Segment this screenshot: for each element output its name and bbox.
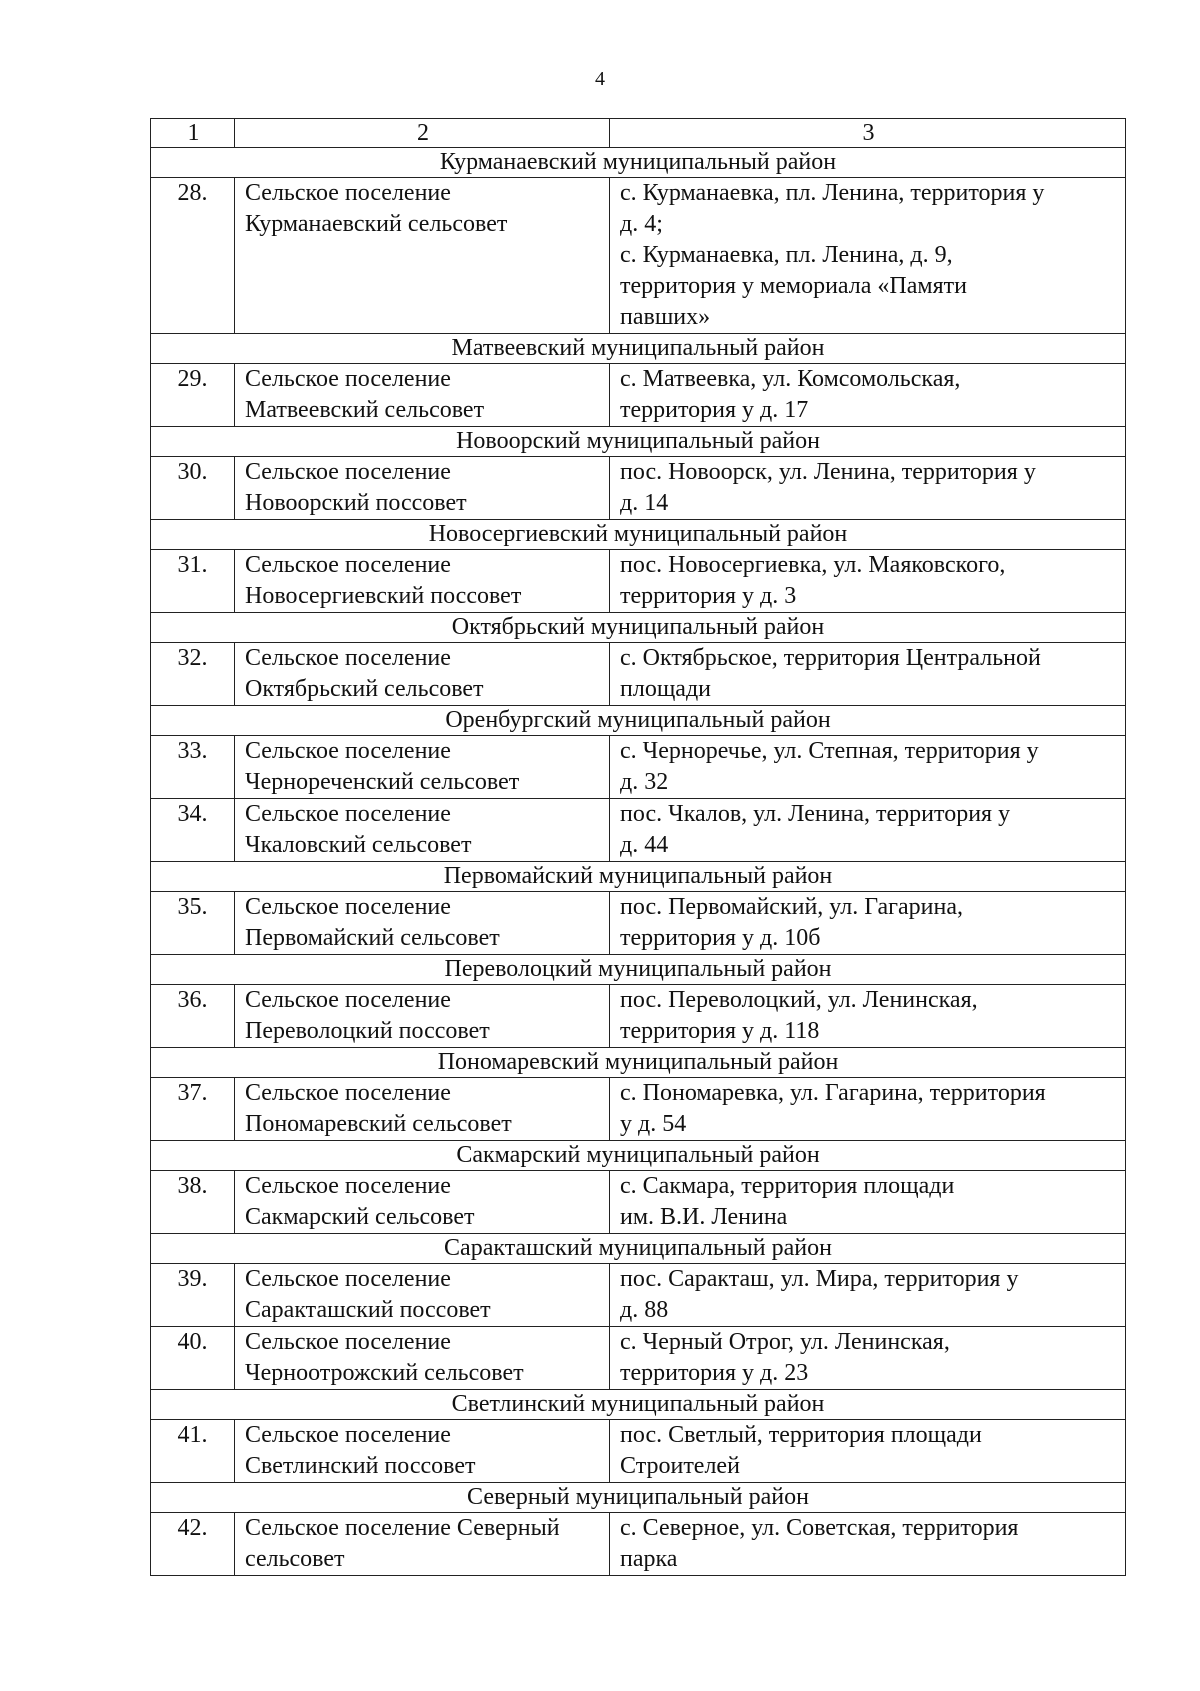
location-address: с. Северное, ул. Советская, территория парка [610,1513,1126,1576]
district-row [151,1390,1126,1420]
district-row [151,862,1126,892]
settlement-name: Сельское поселение Октябрьский сельсовет [235,643,610,706]
table-row [151,1078,1126,1141]
table-body [151,119,1126,1576]
district-row [151,706,1126,736]
column-header-1: 1 [151,119,235,148]
location-address: пос. Первомайский, ул. Гагарина, территория у д. 10б [610,892,1126,955]
district-name: Новосергиевский муниципальный район [151,520,1126,550]
row-number: 39. [151,1264,235,1327]
settlement-name: Сельское поселение Новоорский поссовет [235,457,610,520]
table-row [151,1327,1126,1390]
settlement-name: Сельское поселение Новосергиевский поссовет [235,550,610,613]
district-name: Курманаевский муниципальный район [151,148,1126,178]
table-row [151,892,1126,955]
location-address: с. Курманаевка, пл. Ленина, территория у д. 4; с. Курманаевка, пл. Ленина, д. 9, территория у мемориала «Памяти павших» [610,178,1126,334]
row-number: 33. [151,736,235,799]
row-number: 30. [151,457,235,520]
district-name: Северный муниципальный район [151,1483,1126,1513]
settlement-name: Сельское поселение Чкаловский сельсовет [235,799,610,862]
location-address: пос. Саракташ, ул. Мира, территория у д. 88 [610,1264,1126,1327]
settlements-table [150,118,1126,1576]
district-name: Первомайский муниципальный район [151,862,1126,892]
row-number: 40. [151,1327,235,1390]
district-name: Новоорский муниципальный район [151,427,1126,457]
row-number: 37. [151,1078,235,1141]
table-row [151,1264,1126,1327]
location-address: с. Сакмара, территория площади им. В.И. Ленина [610,1171,1126,1234]
table-row [151,643,1126,706]
row-number: 42. [151,1513,235,1576]
district-name: Саракташский муниципальный район [151,1234,1126,1264]
district-name: Переволоцкий муниципальный район [151,955,1126,985]
settlement-name: Сельское поселение Сакмарский сельсовет [235,1171,610,1234]
location-address: с. Матвеевка, ул. Комсомольская, территория у д. 17 [610,364,1126,427]
settlement-name: Сельское поселение Курманаевский сельсовет [235,178,610,334]
district-row [151,427,1126,457]
column-header-2: 2 [235,119,610,148]
table-row [151,550,1126,613]
settlement-name: Сельское поселение Переволоцкий поссовет [235,985,610,1048]
settlement-name: Сельское поселение Черноотрожский сельсовет [235,1327,610,1390]
location-address: с. Черный Отрог, ул. Ленинская, территория у д. 23 [610,1327,1126,1390]
district-row [151,148,1126,178]
district-row [151,613,1126,643]
district-name: Светлинский муниципальный район [151,1390,1126,1420]
settlement-name: Сельское поселение Саракташский поссовет [235,1264,610,1327]
settlement-name: Сельское поселение Матвеевский сельсовет [235,364,610,427]
column-header-3: 3 [610,119,1126,148]
district-row [151,1141,1126,1171]
settlement-name: Сельское поселение Пономаревский сельсовет [235,1078,610,1141]
location-address: с. Пономаревка, ул. Гагарина, территория у д. 54 [610,1078,1126,1141]
table-row [151,985,1126,1048]
row-number: 29. [151,364,235,427]
row-number: 38. [151,1171,235,1234]
district-row [151,1483,1126,1513]
settlement-name: Сельское поселение Северный сельсовет [235,1513,610,1576]
table-row [151,178,1126,334]
location-address: с. Черноречье, ул. Степная, территория у д. 32 [610,736,1126,799]
row-number: 35. [151,892,235,955]
table-row [151,736,1126,799]
district-name: Пономаревский муниципальный район [151,1048,1126,1078]
page-number: 4 [595,68,605,90]
district-row [151,1048,1126,1078]
table-row [151,1420,1126,1483]
row-number: 28. [151,178,235,334]
table-row [151,457,1126,520]
district-name: Оренбургский муниципальный район [151,706,1126,736]
location-address: пос. Переволоцкий, ул. Ленинская, территория у д. 118 [610,985,1126,1048]
row-number: 32. [151,643,235,706]
row-number: 34. [151,799,235,862]
location-address: пос. Светлый, территория площади Строителей [610,1420,1126,1483]
row-number: 41. [151,1420,235,1483]
row-number: 36. [151,985,235,1048]
row-number: 31. [151,550,235,613]
location-address: пос. Новосергиевка, ул. Маяковского, территория у д. 3 [610,550,1126,613]
table-row [151,1513,1126,1576]
district-row [151,334,1126,364]
district-name: Октябрьский муниципальный район [151,613,1126,643]
settlement-name: Сельское поселение Светлинский поссовет [235,1420,610,1483]
header-row [151,119,1126,148]
location-address: пос. Новоорск, ул. Ленина, территория у д. 14 [610,457,1126,520]
location-address: пос. Чкалов, ул. Ленина, территория у д. 44 [610,799,1126,862]
table-row [151,1171,1126,1234]
table-row [151,364,1126,427]
district-name: Матвеевский муниципальный район [151,334,1126,364]
district-row [151,1234,1126,1264]
district-row [151,520,1126,550]
table-row [151,799,1126,862]
district-row [151,955,1126,985]
settlement-name: Сельское поселение Первомайский сельсовет [235,892,610,955]
location-address: с. Октябрьское, территория Центральной площади [610,643,1126,706]
district-name: Сакмарский муниципальный район [151,1141,1126,1171]
settlement-name: Сельское поселение Чернореченский сельсовет [235,736,610,799]
